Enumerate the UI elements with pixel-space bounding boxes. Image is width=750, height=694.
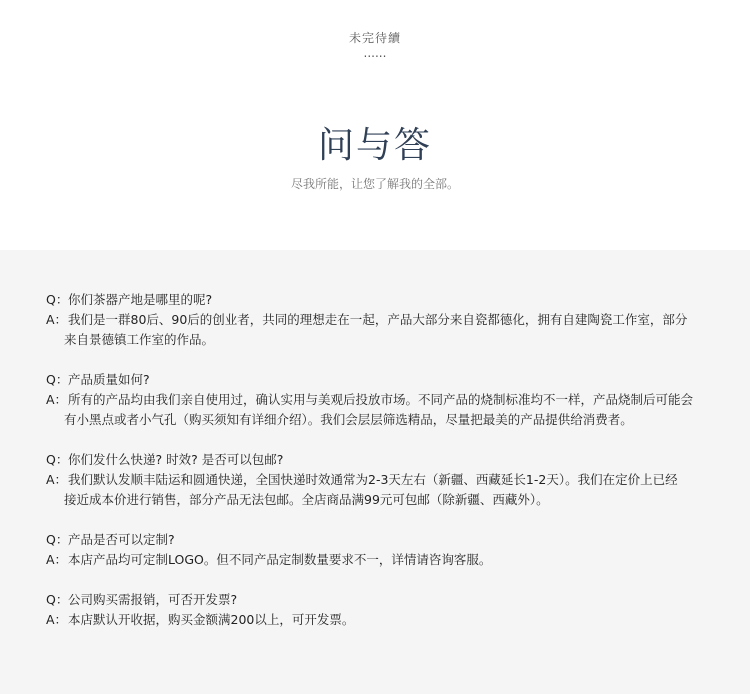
question-prefix: Q：: [46, 372, 69, 387]
answer-prefix: A：: [46, 552, 68, 567]
question-prefix: Q：: [46, 452, 69, 467]
question-text: 你们发什么快递? 时效? 是否可以包邮?: [68, 452, 284, 467]
question-prefix: Q：: [46, 292, 69, 307]
question-prefix: Q：: [46, 592, 69, 607]
faq-question: [46, 370, 736, 390]
faq-item: [46, 450, 736, 510]
answer-prefix: A：: [46, 612, 68, 627]
answer-text: 我们是一群80后、90后的创业者，共同的理想走在一起，产品大部分来自瓷都德化，拥有自建陶瓷工作室，部分: [68, 312, 688, 327]
answer-text: 接近成本价进行销售，部分产品无法包邮。全店商品满99元可包邮（除新疆、西藏外）。: [64, 492, 549, 507]
faq-item: [46, 530, 736, 570]
faq-section: [0, 250, 750, 694]
faq-answer: [46, 550, 736, 570]
question-text: 产品质量如何?: [68, 372, 150, 387]
faq-question: [46, 450, 736, 470]
faq-question: [46, 290, 736, 310]
answer-text: 所有的产品均由我们亲自使用过，确认实用与美观后投放市场。不同产品的烧制标准均不一样，产品烧制后可能会: [68, 392, 694, 407]
header-section: [0, 0, 750, 250]
faq-item: [46, 370, 736, 430]
tagline: 未完待續: [348, 31, 401, 45]
question-prefix: Q：: [46, 532, 69, 547]
faq-item: [46, 590, 736, 630]
answer-prefix: A：: [46, 312, 68, 327]
answer-text: 本店默认开收据，购买金额满200以上，可开发票。: [68, 612, 355, 627]
faq-answer: [46, 310, 736, 330]
answer-text: 有小黑点或者小气孔（购买须知有详细介绍）。我们会层层筛选精品，尽量把最美的产品提供给消费者。: [64, 412, 633, 427]
answer-prefix: A：: [46, 392, 68, 407]
answer-text: 本店产品均可定制LOGO。但不同产品定制数量要求不一，详情请咨询客服。: [68, 552, 492, 567]
question-text: 公司购买需报销，可否开发票?: [68, 592, 238, 607]
faq-question: [46, 530, 736, 550]
answer-text: 来自景德镇工作室的作品。: [64, 332, 215, 347]
faq-answer: [46, 610, 736, 630]
faq-answer: [46, 390, 736, 410]
answer-text: 我们默认发顺丰陆运和圆通快递，全国快递时效通常为2-3天左右（新疆、西藏延长1-2天）。我们在定价上已经: [68, 472, 678, 487]
faq-item: [46, 290, 736, 350]
page-subtitle: 尽我所能，让您了解我的全部。: [290, 177, 459, 191]
answer-prefix: A：: [46, 472, 68, 487]
faq-question: [46, 590, 736, 610]
ellipsis-text: ......: [363, 46, 387, 60]
question-text: 你们茶器产地是哪里的呢?: [68, 292, 213, 307]
faq-answer: [46, 470, 736, 490]
question-text: 产品是否可以定制?: [68, 532, 175, 547]
page-title: 问与答: [317, 125, 432, 166]
